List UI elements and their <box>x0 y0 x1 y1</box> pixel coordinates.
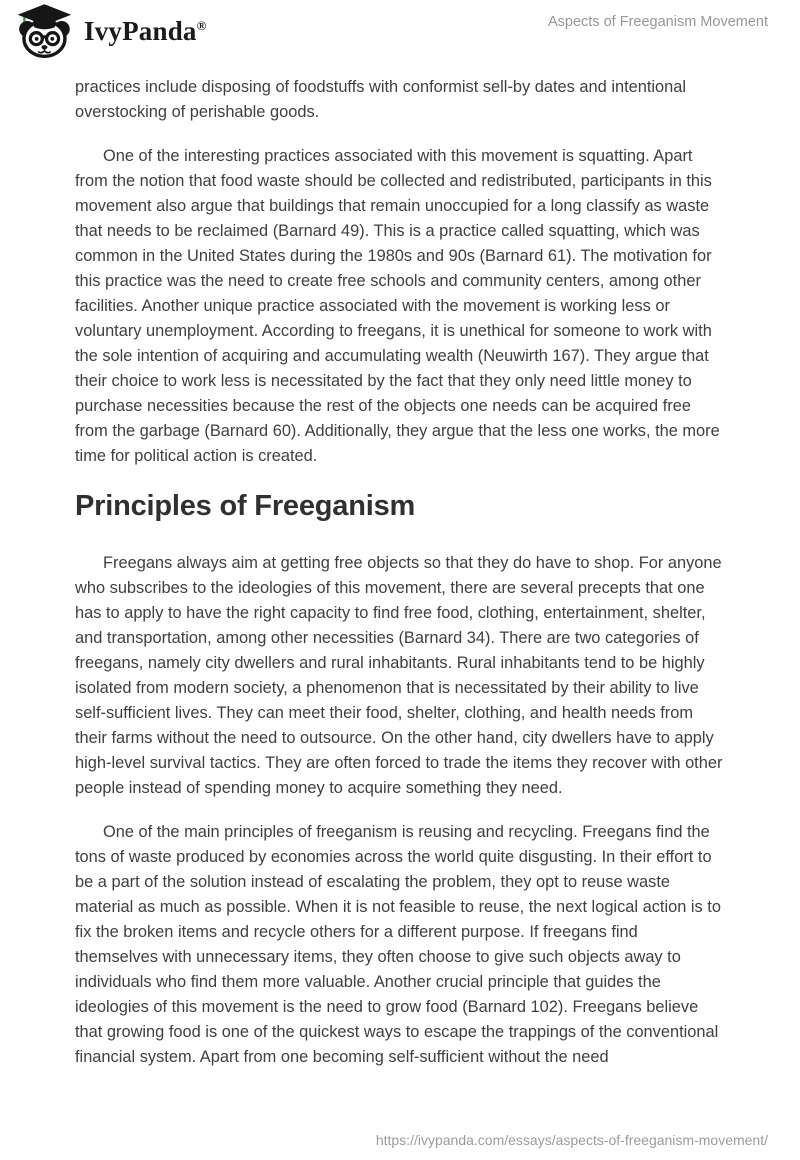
section-heading: Principles of Freeganism <box>75 490 416 522</box>
brand-name-text: IvyPanda <box>84 15 197 46</box>
running-head-title: Aspects of Freeganism Movement <box>547 14 768 30</box>
registered-trademark: ® <box>196 17 207 33</box>
paragraph-principles: One of the main principles of freeganism is reusing and recycling. Freegans find the tons of waste produced by economies across the world quite disgusting. In their effort to be a part of the solution instead of escalating the problem, they opt to reuse waste material as much as possible. When it is not feasible to reuse, the next logical action is to fix the broken items and recycle others for a different purpose. If freegans find themselves with unnecessary items, they often choose to give such objects away to individuals who find them more valuable. Another crucial principle that guides the ideologies of this movement is the need to grow food (Barnard 102). Freegans believe that growing food is one of the quickest ways to escape the trappings of the conventional financial system. Apart from one becoming self-sufficient without the need <box>75 823 721 1066</box>
paragraph-continuation: practices include disposing of foodstuffs with conformist sell-by dates and intentional overstocking of perishable goods. <box>75 78 687 121</box>
brand <box>12 4 207 58</box>
paragraph-precepts: Freegans always aim at getting free objects so that they do have to shop. For anyone who subscribes to the ideologies of this movement, there are several precepts that one has to apply to have the right capacity to find free food, clothing, entertainment, shelter, and transportation, among other necessities (Barnard 34). There are two categories of freegans, namely city dwellers and rural inhabitants. Rural inhabitants tend to be highly isolated from modern society, a phenomenon that is necessitated by their ability to live self-sufficient lives. They can meet their food, shelter, clothing, and health needs from their farms without the need to outsource. On the other hand, city dwellers have to apply high-level survival tactics. They are often forced to trade the items they recover with other people instead of spending money to acquire something they need. <box>75 554 723 797</box>
paragraph-squatting: One of the interesting practices associated with this movement is squatting. Apart from the notion that food waste should be collected and redistributed, participants in this movement also argue that buildings that remain unoccupied for a long classify as waste that needs to be reclaimed (Barnard 49). This is a practice called squatting, which was common in the United States during the 1980s and 90s (Barnard 61). The motivation for this practice was the need to create free schools and community centers, among other facilities. Another unique practice associated with the movement is working less or voluntary unemployment. According to freegans, it is unethical for someone to work with the sole intention of acquiring and accumulating wealth (Neuwirth 167). They argue that their choice to work less is necessitated by the fact that they only need little money to purchase necessities because the rest of the objects one needs can be acquired free from the garbage (Barnard 60). Additionally, they argue that the less one works, the more time for political action is created. <box>75 147 720 465</box>
page-header <box>0 0 800 75</box>
essay-body <box>75 75 723 1070</box>
source-url-link[interactable]: https://ivypanda.com/essays/aspects-of-freeganism-movement/ <box>375 1132 768 1148</box>
ivypanda-logo-icon <box>12 4 75 58</box>
brand-name <box>84 16 207 47</box>
